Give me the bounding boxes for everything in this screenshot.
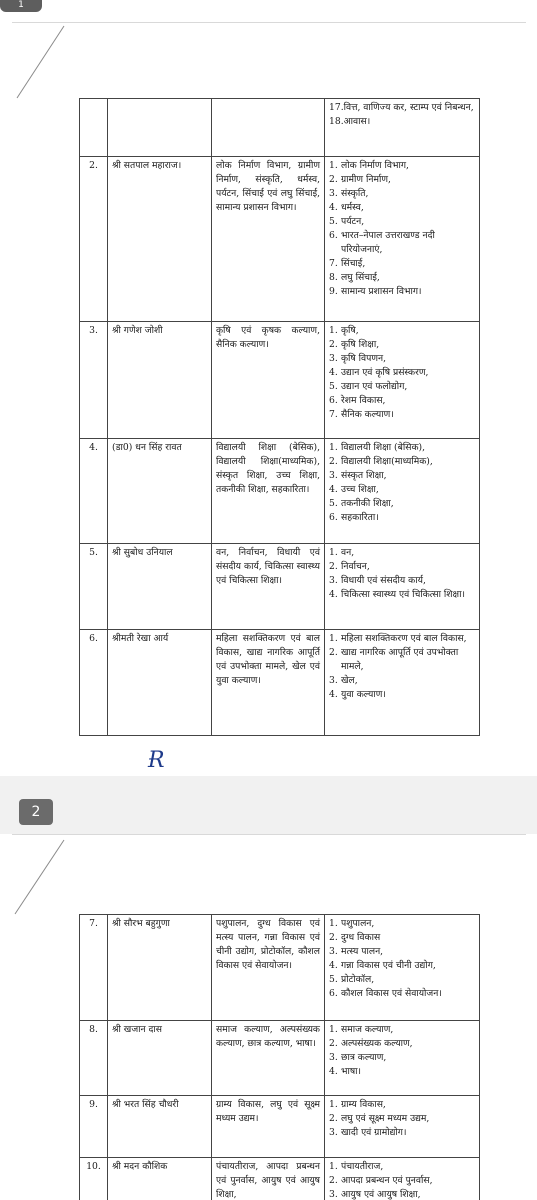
top-page-tab-label: 1 — [18, 0, 24, 10]
departments-cell: कृषि एवं कृषक कल्याण, सैनिक कल्याण। — [212, 322, 325, 439]
list-item-text: अल्पसंख्यक कल्याण, — [341, 1038, 413, 1049]
portfolio-list-cell — [325, 544, 480, 630]
departments-cell: वन, निर्वाचन, विधायी एवं संसदीय कार्य, चिकित्सा स्वास्थ्य एवं चिकित्सा शिक्षा। — [212, 544, 325, 630]
list-item-text: वन, — [341, 547, 355, 558]
list-item-text: तकनीकी शिक्षा, — [341, 498, 394, 509]
ministers-table-page-1 — [79, 98, 480, 736]
list-item-text: सामान्य प्रशासन विभाग। — [341, 286, 422, 297]
list-item-text: ग्राम्य विकास, — [341, 1099, 386, 1110]
page-gap — [0, 776, 537, 834]
list-item-text: लघु एवं सूक्ष्म मध्यम उद्यम, — [341, 1113, 430, 1124]
list-item — [329, 1160, 475, 1174]
list-item-text: लोक निर्माण विभाग, — [341, 160, 409, 171]
list-item — [329, 574, 475, 588]
list-item — [329, 115, 475, 129]
list-item — [329, 931, 475, 945]
list-item-text: उच्च शिक्षा, — [341, 484, 379, 495]
portfolio-list — [329, 546, 475, 602]
list-item-number: 5. — [329, 498, 338, 509]
list-item-number: 2. — [329, 1038, 338, 1049]
list-item-text: खादी एवं ग्रामोद्योग। — [341, 1127, 407, 1138]
list-item-number: 6. — [329, 230, 338, 241]
list-item-number: 1. — [329, 325, 338, 336]
ministers-table-page-2 — [79, 914, 480, 1200]
list-item-text: धर्मस्व, — [341, 202, 364, 213]
list-item-number: 18. — [329, 116, 344, 127]
portfolio-list-cell — [325, 1158, 480, 1200]
list-item — [329, 1188, 475, 1200]
departments-cell: समाज कल्याण, अल्पसंख्यक कल्याण, छात्र कल्याण, भाषा। — [212, 1021, 325, 1096]
minister-name-cell: श्री सुबोध उनियाल — [108, 544, 212, 630]
minister-name-cell: श्री सौरभ बहुगुणा — [108, 915, 212, 1021]
serial-number-cell: 3. — [80, 322, 108, 439]
list-item-text: विद्यालयी शिक्षा (बेसिक), — [341, 442, 426, 453]
signature-mark: Ɍ — [148, 748, 165, 773]
list-item-text: खाद्य नागरिक आपूर्ति एवं उपभोक्ता मामले, — [341, 647, 459, 672]
list-item — [329, 987, 475, 1001]
table-row — [80, 157, 480, 322]
list-item-text: कृषि शिक्षा, — [341, 339, 380, 350]
list-item-text: चिकित्सा स्वास्थ्य एवं चिकित्सा शिक्षा। — [341, 589, 466, 600]
portfolio-list-cell — [325, 1096, 480, 1158]
serial-number-cell: 7. — [80, 915, 108, 1021]
list-item-number: 3. — [329, 470, 338, 481]
portfolio-list — [329, 1098, 475, 1140]
list-item-text: पर्यटन, — [341, 216, 365, 227]
list-item-text: आवास। — [343, 116, 371, 127]
list-item-number: 6. — [329, 395, 338, 406]
list-item — [329, 441, 475, 455]
list-item-number: 4. — [329, 960, 338, 971]
list-item-number: 3. — [329, 1189, 338, 1200]
page-number-badge[interactable]: 2 — [19, 799, 53, 825]
list-item-number: 1. — [329, 160, 338, 171]
list-item-number: 5. — [329, 216, 338, 227]
serial-number-cell: 8. — [80, 1021, 108, 1096]
departments-cell: लोक निर्माण विभाग, ग्रामीण निर्माण, संस्कृति, धर्मस्व, पर्यटन, सिंचाई एवं लघु सिंचाई, सामान्य प्रशासन विभाग। — [212, 157, 325, 322]
minister-name-cell: श्री भरत सिंह चौधरी — [108, 1096, 212, 1158]
list-item-number: 4. — [329, 1066, 338, 1077]
list-item-number: 3. — [329, 1052, 338, 1063]
portfolio-list — [329, 101, 475, 129]
list-item-number: 8. — [329, 272, 338, 283]
list-item-text: पंचायतीराज, — [341, 1161, 384, 1172]
list-item-number: 2. — [329, 647, 338, 658]
list-item-text: कौशल विकास एवं सेवायोजन। — [341, 988, 442, 999]
list-item-number: 3. — [329, 188, 338, 199]
departments-cell: ग्राम्य विकास, लघु एवं सूक्ष्म मध्यम उद्यम। — [212, 1096, 325, 1158]
list-item-text: आयुष एवं आयुष शिक्षा, — [341, 1189, 421, 1200]
list-item — [329, 324, 475, 338]
list-item-text: विधायी एवं संसदीय कार्य, — [341, 575, 426, 586]
list-item-number: 1. — [329, 1099, 338, 1110]
list-item-number: 4. — [329, 484, 338, 495]
list-item-text: सिंचाई, — [341, 258, 366, 269]
list-item-number: 6. — [329, 988, 338, 999]
top-page-tab[interactable] — [0, 0, 42, 12]
portfolio-list — [329, 632, 475, 702]
minister-name-cell: श्री सतपाल महाराज। — [108, 157, 212, 322]
list-item-number: 1. — [329, 547, 338, 558]
list-item-number: 17. — [329, 102, 344, 113]
list-item-text: संस्कृति, — [341, 188, 369, 199]
portfolio-list — [329, 159, 475, 299]
list-item — [329, 1174, 475, 1188]
list-item-number: 4. — [329, 589, 338, 600]
table-row — [80, 544, 480, 630]
list-item — [329, 917, 475, 931]
table-row — [80, 439, 480, 544]
minister-name-cell — [108, 99, 212, 157]
list-item-number: 4. — [329, 367, 338, 378]
minister-name-cell: श्री गणेश जोशी — [108, 322, 212, 439]
list-item — [329, 1065, 475, 1079]
portfolio-list — [329, 441, 475, 525]
list-item-text: वित्त, वाणिज्य कर, स्टाम्प एवं निबन्धन, — [343, 102, 474, 113]
serial-number-cell — [80, 99, 108, 157]
list-item-text: खेल, — [341, 675, 358, 686]
list-item — [329, 187, 475, 201]
list-item-number: 2. — [329, 932, 338, 943]
portfolio-list-cell — [325, 915, 480, 1021]
list-item-text: भारत–नेपाल उत्तराखण्ड नदी परियोजनाएं, — [341, 230, 435, 255]
list-item-text: उद्यान एवं कृषि प्रसंस्करण, — [341, 367, 429, 378]
list-item — [329, 469, 475, 483]
list-item — [329, 1112, 475, 1126]
serial-number-cell: 5. — [80, 544, 108, 630]
list-item — [329, 674, 475, 688]
scan-edge-line — [14, 24, 74, 104]
list-item — [329, 959, 475, 973]
list-item — [329, 546, 475, 560]
portfolio-list-cell — [325, 99, 480, 157]
minister-name-cell: श्री मदन कौशिक — [108, 1158, 212, 1200]
list-item — [329, 394, 475, 408]
list-item — [329, 1023, 475, 1037]
list-item — [329, 229, 475, 257]
list-item-number: 4. — [329, 689, 338, 700]
portfolio-list-cell — [325, 322, 480, 439]
list-item-number: 5. — [329, 381, 338, 392]
list-item-text: युवा कल्याण। — [341, 689, 386, 700]
portfolio-list-cell — [325, 1021, 480, 1096]
list-item-number: 7. — [329, 409, 338, 420]
list-item — [329, 271, 475, 285]
list-item-number: 3. — [329, 575, 338, 586]
list-item — [329, 945, 475, 959]
list-item — [329, 159, 475, 173]
list-item-number: 1. — [329, 1024, 338, 1035]
departments-cell: महिला सशक्तिकरण एवं बाल विकास, खाद्य नागरिक आपूर्ति एवं उपभोक्ता मामले, खेल एवं युवा कल्याण। — [212, 630, 325, 736]
list-item — [329, 588, 475, 602]
portfolio-list-cell — [325, 157, 480, 322]
list-item-text: भाषा। — [341, 1066, 362, 1077]
list-item — [329, 1051, 475, 1065]
table-row — [80, 1021, 480, 1096]
list-item-text: उद्यान एवं फलोद्योग, — [341, 381, 408, 392]
table-row — [80, 1096, 480, 1158]
list-item — [329, 352, 475, 366]
list-item-number: 7. — [329, 258, 338, 269]
list-item-number: 2. — [329, 456, 338, 467]
minister-name-cell: श्रीमती रेखा आर्य — [108, 630, 212, 736]
list-item — [329, 688, 475, 702]
list-item — [329, 380, 475, 394]
list-item-text: मत्स्य पालन, — [341, 946, 384, 957]
list-item-number: 9. — [329, 286, 338, 297]
list-item — [329, 455, 475, 469]
list-item-text: लघु सिंचाई, — [341, 272, 380, 283]
list-item-number: 5. — [329, 974, 338, 985]
list-item — [329, 201, 475, 215]
list-item-text: संस्कृत शिक्षा, — [341, 470, 387, 481]
departments-cell: विद्यालयी शिक्षा (बेसिक), विद्यालयी शिक्षा(माध्यमिक), संस्कृत शिक्षा, उच्च शिक्षा, तकनीकी शिक्षा, सहकारिता। — [212, 439, 325, 544]
list-item-text: कृषि विपणन, — [341, 353, 387, 364]
list-item-text: समाज कल्याण, — [341, 1024, 394, 1035]
list-item-number: 1. — [329, 633, 338, 644]
list-item-number: 4. — [329, 202, 338, 213]
table-row — [80, 99, 480, 157]
list-item — [329, 646, 475, 674]
list-item-text: निर्वाचन, — [341, 561, 370, 572]
list-item — [329, 408, 475, 422]
minister-name-cell: श्री खजान दास — [108, 1021, 212, 1096]
list-item-text: सैनिक कल्याण। — [341, 409, 394, 420]
list-item-text: महिला सशक्तिकरण एवं बाल विकास, — [341, 633, 467, 644]
list-item-text: पशुपालन, — [341, 918, 375, 929]
list-item — [329, 173, 475, 187]
portfolio-list — [329, 1160, 475, 1200]
list-item-number: 6. — [329, 512, 338, 523]
table-row — [80, 1158, 480, 1200]
list-item — [329, 511, 475, 525]
list-item — [329, 338, 475, 352]
list-item-number: 2. — [329, 1175, 338, 1186]
list-item — [329, 497, 475, 511]
serial-number-cell: 10. — [80, 1158, 108, 1200]
list-item-text: आपदा प्रबन्धन एवं पुनर्वास, — [341, 1175, 433, 1186]
list-item-number: 3. — [329, 946, 338, 957]
list-item-text: विद्यालयी शिक्षा(माध्यमिक), — [341, 456, 433, 467]
portfolio-list — [329, 917, 475, 1001]
list-item-text: रेशम विकास, — [341, 395, 386, 406]
list-item-number: 2. — [329, 339, 338, 350]
list-item — [329, 560, 475, 574]
list-item-number: 1. — [329, 1161, 338, 1172]
list-item-number: 2. — [329, 174, 338, 185]
table-row — [80, 322, 480, 439]
serial-number-cell: 6. — [80, 630, 108, 736]
departments-cell — [212, 99, 325, 157]
portfolio-list-cell — [325, 630, 480, 736]
serial-number-cell: 2. — [80, 157, 108, 322]
table-row — [80, 915, 480, 1021]
list-item — [329, 101, 475, 115]
list-item-number: 2. — [329, 1113, 338, 1124]
list-item — [329, 215, 475, 229]
list-item — [329, 483, 475, 497]
list-item — [329, 1098, 475, 1112]
list-item-number: 1. — [329, 918, 338, 929]
departments-cell: पशुपालन, दुग्ध विकास एवं मत्स्य पालन, गन्ना विकास एवं चीनी उद्योग, प्रोटोकॉल, कौशल विकास एवं सेवायोजन। — [212, 915, 325, 1021]
list-item — [329, 1037, 475, 1051]
portfolio-list-cell — [325, 439, 480, 544]
list-item — [329, 632, 475, 646]
list-item-text: प्रोटोकॉल, — [341, 974, 375, 985]
list-item-text: दुग्ध विकास — [341, 932, 381, 943]
list-item — [329, 257, 475, 271]
serial-number-cell: 4. — [80, 439, 108, 544]
list-item — [329, 285, 475, 299]
portfolio-list — [329, 1023, 475, 1079]
list-item-text: कृषि, — [341, 325, 359, 336]
scan-edge-line-2 — [12, 838, 72, 918]
list-item-text: ग्रामीण निर्माण, — [341, 174, 391, 185]
minister-name-cell: (डा0) धन सिंह रावत — [108, 439, 212, 544]
list-item — [329, 366, 475, 380]
list-item-number: 1. — [329, 442, 338, 453]
portfolio-list — [329, 324, 475, 422]
list-item-text: गन्ना विकास एवं चीनी उद्योग, — [341, 960, 436, 971]
departments-cell: पंचायतीराज, आपदा प्रबन्धन एवं पुनर्वास, आयुष एवं आयुष शिक्षा, — [212, 1158, 325, 1200]
list-item — [329, 1126, 475, 1140]
list-item — [329, 973, 475, 987]
list-item-number: 3. — [329, 353, 338, 364]
list-item-number: 3. — [329, 1127, 338, 1138]
list-item-text: सहकारिता। — [341, 512, 379, 523]
list-item-number: 2. — [329, 561, 338, 572]
list-item-text: छात्र कल्याण, — [341, 1052, 387, 1063]
list-item-number: 3. — [329, 675, 338, 686]
table-row — [80, 630, 480, 736]
serial-number-cell: 9. — [80, 1096, 108, 1158]
